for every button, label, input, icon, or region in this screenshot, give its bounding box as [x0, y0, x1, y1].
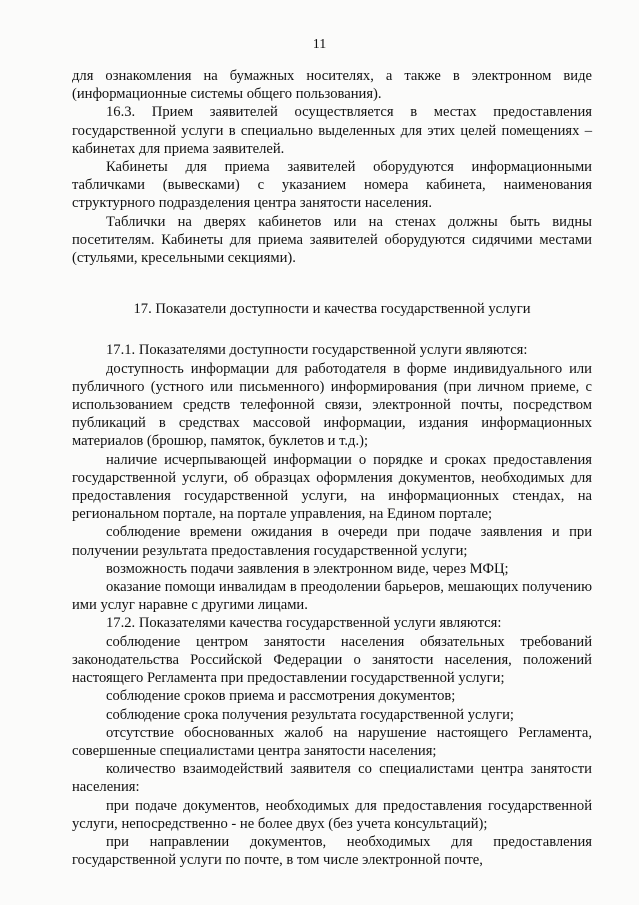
paragraph: при направлении документов, необходимых для предоставления государственной услуги по почте, в том числе электронной почте, [72, 833, 592, 869]
page-number: 11 [312, 37, 327, 52]
paragraph: 16.3. Прием заявителей осуществляется в местах предоставления государственной услуги в специально выделенных для этих целей помещениях – кабинетах для приема заявителей. [72, 104, 592, 157]
paragraph: возможность подачи заявления в электронном виде, через МФЦ; [106, 560, 509, 577]
paragraph: Кабинеты для приема заявителей оборудуются информационными табличками (вывесками) с указанием номера кабинета, наименования структурного подразделения центра занятости населения. [72, 159, 592, 212]
paragraph: соблюдение срока получения результата государственной услуги; [106, 706, 514, 723]
paragraph: количество взаимодействий заявителя со специалистами центра занятости населения: [72, 761, 592, 796]
paragraph: соблюдение центром занятости населения обязательных требований законодательства Российской Федерации о занятости населения, положений настоящего Регламента при предоставлении государственной услуги; [72, 633, 592, 687]
paragraph: отсутствие обоснованных жалоб на нарушение настоящего Регламента, совершенные специалистами центра занятости населения; [72, 724, 592, 759]
paragraph: для ознакомления на бумажных носителях, а также в электронном виде (информационные системы общего пользования). [72, 68, 592, 103]
paragraph: наличие исчерпывающей информации о порядке и сроках предоставления государственной услуги, об образцах оформления документов, необходимых для предоставления государственной услуги, на информационных стендах, на региональном портале, на портале управления, на Едином портале; [72, 451, 592, 523]
paragraph: оказание помощи инвалидам в преодолении барьеров, мешающих получению ими услуг наравне с другими лицами. [72, 579, 592, 614]
paragraph: 17.1. Показателями доступности государственной услуги являются: [106, 342, 528, 359]
paragraph: соблюдение сроков приема и рассмотрения документов; [106, 688, 456, 705]
section-heading: 17. Показатели доступности и качества государственной услуги [133, 301, 531, 318]
paragraph: при подаче документов, необходимых для предоставления государственной услуги, непосредственно - не более двух (без учета консультаций); [72, 797, 592, 832]
paragraph: Таблички на дверях кабинетов или на стенах должны быть видны посетителям. Кабинеты для приема заявителей оборудуются сидячими местами (стульями, кресельными секциями). [72, 213, 592, 267]
paragraph: соблюдение времени ожидания в очереди при подаче заявления и при получении результата предоставления государственной услуги; [72, 524, 592, 559]
paragraph: 17.2. Показателями качества государственной услуги являются: [106, 615, 502, 632]
paragraph: доступность информации для работодателя в форме индивидуального или публичного (устного или письменного) информирования (при личном приеме, с использованием средств телефонной связи, электронной почты, посредством публикаций в средствах массовой информации, издания информационных материалов (брошюр, памяток, буклетов и т.д.); [72, 360, 592, 450]
document-body [72, 67, 592, 869]
